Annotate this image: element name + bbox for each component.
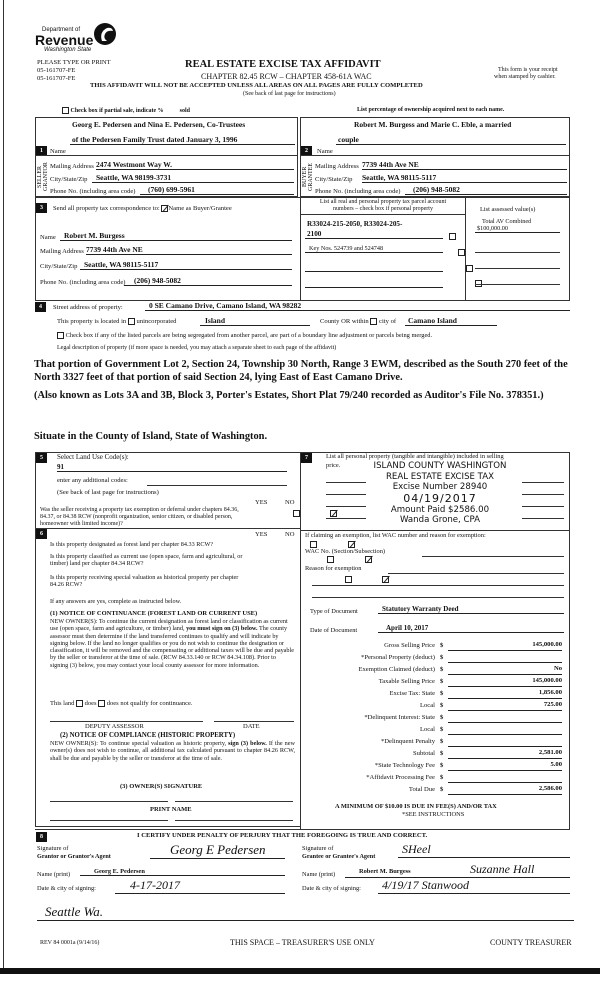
dollar-sign: $ (440, 702, 444, 709)
grantor-signing-date[interactable]: 4-17-2017 (115, 878, 285, 894)
dollar-sign: $ (440, 738, 444, 745)
segregated-checkbox[interactable] (57, 332, 64, 339)
print-name-label: PRINT NAME (150, 806, 192, 813)
personal-property-line[interactable] (326, 506, 366, 507)
wac-field[interactable] (422, 556, 564, 557)
city-field[interactable]: Camano Island (405, 316, 497, 326)
form-chapter: CHAPTER 82.45 RCW – CHAPTER 458-61A WAC (201, 72, 372, 81)
personal-property-checkbox[interactable] (449, 233, 456, 240)
city-of-label: city of (379, 318, 397, 326)
please-type: PLEASE TYPE OR PRINT (37, 59, 111, 66)
stamp-date: 04/19/2017 (403, 491, 477, 505)
legal-description-aka: (Also known as Lots 3A and 3B, Block 3, Porter's Estates, Short Plat 79/240 recorded as Auditor's File No. 378351.) (34, 390, 544, 401)
stamp-line: Amount Paid $2586.00 (390, 504, 490, 515)
date-city-label: Date & city of signing: (302, 885, 361, 892)
stamp-line: ISLAND COUNTY WASHINGTON (373, 461, 507, 471)
parcel-number[interactable]: Key Nos. 524739 and 524748 (305, 245, 443, 253)
fee-label: *Personal Property (deduct) (361, 654, 435, 661)
personal-property-line[interactable] (522, 482, 564, 483)
fee-label: Taxable Selling Price (378, 678, 435, 685)
fee-label: Exemption Claimed (deduct) (358, 666, 435, 673)
section-number: 8 (36, 832, 47, 842)
grantor-printed-name[interactable]: Georg E. Pedersen (80, 868, 285, 876)
signature-of-label: Signature of (302, 845, 334, 852)
exemption-claim-label: If claiming an exemption, list WAC number and reason for exemption: (305, 532, 486, 539)
parcel-number[interactable] (305, 279, 443, 288)
logo-line1: Department of (42, 27, 81, 33)
section-number: 6 (36, 529, 47, 539)
fee-value[interactable]: No (448, 665, 562, 675)
reference-number: 05-161707-FE (37, 75, 76, 82)
personal-property-label: List all personal property (tangible and intangible) included in selling (326, 453, 504, 460)
fee-label: *Affidavit Processing Fee (366, 774, 435, 781)
notice-bold-text: sign (3) below. (228, 740, 267, 747)
date-line[interactable] (214, 721, 294, 722)
fee-label: *Delinquent Interest: State (364, 714, 435, 721)
personal-property-line[interactable] (326, 482, 366, 483)
partial-sale-row (62, 107, 190, 114)
fee-label: Subtotal (413, 750, 435, 757)
reason-field[interactable] (312, 597, 564, 598)
grantee-signature[interactable]: SHeel (398, 842, 570, 858)
reason-field[interactable] (388, 573, 564, 574)
warning-text: THIS AFFIDAVIT WILL NOT BE ACCEPTED UNLESS ALL AREAS ON ALL PAGES ARE FULLY COMPLETED (90, 82, 423, 89)
section-number: 1 (36, 146, 47, 156)
form-revision: REV 84 0001a (9/14/16) (40, 940, 100, 946)
fee-label: *State Technology Fee (374, 762, 435, 769)
assessed-line[interactable] (475, 252, 560, 253)
seller-city-state-zip[interactable]: Seattle, WA 98199-3731 (92, 173, 294, 183)
land-use-label: Select Land Use Code(s): (57, 453, 129, 461)
reference-number: 05-161707-FE (37, 67, 76, 74)
deputy-assessor-label: DEPUTY ASSESSOR (85, 723, 144, 730)
does-not-qualify-checkbox[interactable] (98, 700, 105, 707)
notice-text: NEW OWNER(S): To continue special valuation as historic property, (50, 740, 227, 747)
no-header: NO (285, 531, 295, 538)
reason-field[interactable] (312, 585, 564, 586)
phone-label: Phone No. (including area code) (50, 188, 136, 195)
same-as-buyer-checkbox[interactable] (161, 205, 168, 212)
city-checkbox[interactable] (370, 318, 377, 325)
dollar-sign: $ (440, 762, 444, 769)
personal-property-line[interactable] (326, 518, 366, 519)
ownership-note: List percentage of ownership acquired next to each name. (357, 107, 505, 113)
notice-continuance-text (50, 618, 295, 669)
notice-text: NEW OWNER(S): To continue the current designation as forest land or classification as current use (open space, farm and agriculture, or timber) land, (50, 618, 288, 633)
dor-logo-icon (93, 22, 117, 46)
divider (465, 197, 466, 301)
notice-text: If the new owner(s) does not wish to continue, all additional tax calculated pursuant to chapter 84.26 RCW, shall be due and payable by the seller or transferor at the time of sale. (50, 740, 295, 762)
name-label: Name (40, 234, 56, 241)
forest-question: Is this property designated as forest land per chapter 84.33 RCW? (50, 541, 214, 548)
personal-property-line[interactable] (522, 518, 564, 519)
unincorporated-checkbox[interactable] (128, 318, 135, 325)
buyer-city-state-zip[interactable]: Seattle, WA 98115-5117 (362, 173, 567, 183)
phone-label: Phone No. (including area code) (40, 279, 126, 286)
correspondence-name[interactable]: Robert M. Burgess (60, 231, 292, 241)
divider (35, 829, 570, 830)
assessed-line[interactable] (475, 268, 560, 269)
partial-sale-label: Check box if partial sale, indicate % (70, 107, 164, 114)
parcel-header: numbers – check box if personal property (333, 206, 433, 212)
dollar-sign: $ (440, 786, 444, 793)
seller-name-line2[interactable]: of the Pedersen Family Trust dated January 3, 1996 (70, 135, 295, 145)
seller-name-line1[interactable]: Georg E. Pedersen and Nina E. Pedersen, Co-Trustees (72, 120, 246, 129)
does-qualify-checkbox[interactable] (76, 700, 83, 707)
correspondence-row (53, 205, 232, 212)
county-field[interactable]: Island (200, 316, 310, 326)
fee-label: Excise Tax: State (389, 690, 435, 697)
fee-value[interactable]: 1,856.00 (448, 689, 562, 699)
price-label: price. (326, 462, 341, 469)
print-name-line[interactable] (50, 820, 168, 821)
does-not-label: does not qualify for continuance. (106, 700, 193, 707)
divider (35, 155, 298, 156)
assessed-value: Total AV Combined (482, 218, 532, 225)
fee-value[interactable] (448, 737, 562, 747)
assessed-line[interactable] (475, 284, 560, 285)
fee-value[interactable]: 2,581.00 (448, 749, 562, 759)
see-instructions-note: *SEE INSTRUCTIONS (402, 811, 465, 818)
no-header: NO (285, 499, 295, 506)
section-number: 2 (301, 146, 312, 156)
additional-codes-field[interactable] (147, 485, 287, 486)
if-yes-note: If any answers are yes, complete as instructed below. (50, 598, 182, 605)
city-label: City/State/Zip (40, 263, 78, 270)
county-or-label: County OR within (320, 318, 369, 326)
logo-line3: Washington State (44, 47, 92, 53)
section-number: 5 (36, 453, 47, 463)
name-label: Name (50, 148, 66, 155)
notice-compliance-text (50, 740, 295, 762)
perjury-certification: I CERTIFY UNDER PENALTY OF PERJURY THAT THE FOREGOING IS TRUE AND CORRECT. (137, 832, 428, 839)
same-as-buyer-label: Name as Buyer/Grantee (168, 205, 232, 213)
historical-question: Is this property receiving special valuation as historical property per chapter 84.26 RCW? (50, 574, 239, 588)
fee-value[interactable]: 145,000.00 (448, 641, 562, 651)
grantee-signing-date-city[interactable]: 4/19/17 Stanwood (378, 878, 570, 894)
fee-value[interactable]: 725.00 (448, 701, 562, 711)
dollar-sign: $ (440, 774, 444, 781)
divider (35, 528, 300, 529)
mailing-label: Mailing Address (40, 248, 84, 255)
excise-tax-stamp (360, 461, 520, 526)
assessed-value[interactable]: $100,000.00 (475, 225, 560, 233)
personal-property-line[interactable] (522, 506, 564, 507)
page-border (3, 0, 4, 968)
document-type-label: Type of Document (310, 608, 358, 615)
stamp-line: Wanda Grone, CPA (399, 515, 481, 525)
wac-label: WAC No. (Section/Subsection) (305, 548, 386, 555)
current-use-question: Is this property classified as current use (open space, farm and agricultural, or timber) land per chapter 84.34 RCW? (50, 553, 243, 567)
parcel-number[interactable] (305, 263, 443, 272)
dollar-sign: $ (440, 714, 444, 721)
form-title: REAL ESTATE EXCISE TAX AFFIDAVIT (185, 59, 381, 70)
personal-property-checkbox[interactable] (458, 249, 465, 256)
buyer-mailing-address[interactable]: 7739 44th Ave NE (362, 160, 567, 170)
exemption-yes-checkbox[interactable] (293, 510, 300, 517)
fee-value[interactable]: 2,586.00 (448, 785, 562, 795)
correspondence-city[interactable]: Seattle, WA 98115-5117 (80, 260, 292, 270)
continuance-row (50, 700, 193, 707)
stamp-line: REAL ESTATE EXCISE TAX (385, 471, 495, 482)
receipt-note: This form is your receipt (498, 67, 558, 73)
yes-header: YES (255, 499, 268, 506)
dollar-sign: $ (440, 654, 444, 661)
yes-header: YES (255, 531, 268, 538)
grantor-agent-label: Grantor or Grantor's Agent (37, 853, 111, 860)
legal-label: Legal description of property (if more space is needed, you may attach a separate sheet to each page of the affidavit) (57, 345, 337, 351)
fee-label: *Delinquent Penalty (380, 738, 435, 745)
partial-sale-checkbox[interactable] (62, 107, 69, 114)
located-label: This property is located in (57, 318, 127, 326)
date-city-label: Date & city of signing: (37, 885, 96, 892)
fee-label: Local (419, 702, 435, 709)
parcel-number[interactable]: R33024-215-2050, R33024-205- (307, 220, 403, 228)
county-treasurer-label: COUNTY TREASURER (490, 938, 572, 947)
signature-of-label: Signature of (37, 845, 69, 852)
mailing-label: Mailing Address (50, 163, 94, 170)
notice-compliance-title: (2) NOTICE OF COMPLIANCE (HISTORIC PROPERTY) (60, 732, 236, 739)
sold-label: sold (179, 107, 191, 114)
see-back-note: (See back of last page for instructions) (57, 489, 159, 496)
buyer-phone[interactable]: (206) 948-5082 (405, 185, 567, 195)
stamp-line: Excise Number 28940 (392, 482, 488, 492)
dollar-sign: $ (440, 678, 444, 685)
owner-signature-label: (3) OWNER(S) SIGNATURE (120, 783, 203, 790)
date-label: DATE (243, 723, 260, 730)
document-date-label: Date of Document (310, 627, 358, 634)
legal-description: That portion of Government Lot 2, Section 24, Township 30 North, Range 3 EWM, described as the South 270 feet of the North 3327 feet of that portion of said Section 24, lying East of East Camano Drive. (34, 359, 568, 383)
fee-value[interactable] (448, 713, 562, 723)
additional-codes-label: enter any additional codes: (57, 477, 128, 484)
mailing-label: Mailing Address (315, 163, 359, 170)
legal-description-situate: Situate in the County of Island, State of Washington. (34, 431, 268, 442)
name-label: Name (317, 148, 333, 155)
seller-phone[interactable]: (760) 699-5961 (140, 185, 294, 195)
grantor-signing-city[interactable]: Seattle Wa. (37, 904, 574, 921)
personal-property-line[interactable] (522, 494, 564, 495)
section-number: 4 (35, 302, 46, 312)
fee-label: Gross Selling Price (384, 642, 435, 649)
name-print-label: Name (print) (37, 871, 71, 878)
seller-grantor-label: SELLER GRANTOR (37, 162, 49, 192)
grantee-handwritten-name: Suzanne Hall (470, 862, 535, 876)
buyer-name-line2[interactable]: couple (336, 135, 566, 145)
personal-property-line[interactable] (326, 494, 366, 495)
property-street-address[interactable]: 0 SE Camano Drive, Camano Island, WA 98282 (145, 301, 570, 311)
divider (300, 530, 570, 531)
fee-value[interactable] (448, 725, 562, 735)
fee-value[interactable] (448, 773, 562, 783)
location-row (57, 318, 176, 325)
does-label: does (84, 700, 97, 707)
personal-property-checkbox[interactable] (466, 265, 473, 272)
dollar-sign: $ (440, 726, 444, 733)
city-row (320, 318, 396, 325)
document-type-field[interactable]: Statutory Warranty Deed (378, 605, 564, 614)
grantee-printed-name[interactable]: Robert M. Burgess (345, 868, 570, 878)
owner-signature-line[interactable] (50, 801, 168, 802)
land-use-code[interactable]: 91 (57, 463, 287, 472)
parcel-header: List all real and personal property tax parcel account (319, 199, 447, 205)
assessed-header: List assessed value(s) (480, 206, 536, 213)
street-label: Street address of property: (53, 304, 123, 311)
fee-value[interactable]: 5.00 (448, 761, 562, 771)
notice-continuance-title: (1) NOTICE OF CONTINUANCE (FOREST LAND OR CURRENT USE) (50, 610, 258, 617)
city-label: City/State/Zip (50, 176, 88, 183)
notice-text: The county assessor must then determine if the land transferred continues to qualify and will indicate by signing below. If the land no longer qualifies or you do not wish to continue the designation or classification, it will be removed and the compensating or additional taxes will be due and payable by the seller or transferor at the time of sale. (RCW 84.33.140 or RCW 84.34.108). Prior to signing (3) below, you may contact your local county assessor for more information. (50, 625, 294, 669)
grantee-agent-label: Grantee or Grantee's Agent (302, 853, 376, 860)
unincorporated-label: unincorporated (136, 318, 177, 326)
divider (300, 155, 570, 156)
city-label: City/State/Zip (315, 176, 353, 183)
document-date-field[interactable]: April 10, 2017 (378, 624, 564, 633)
seller-mailing-address[interactable]: 2474 Westmont Way W. (96, 160, 294, 170)
grantor-signature[interactable]: Georg E Pedersen (150, 842, 285, 859)
fee-value[interactable]: 145,000.00 (448, 677, 562, 687)
name-print-label: Name (print) (302, 871, 336, 878)
section-number: 7 (301, 453, 312, 463)
dollar-sign: $ (440, 666, 444, 673)
owner-signature-line[interactable] (175, 801, 293, 802)
this-land-label: This land (50, 700, 75, 707)
dollar-sign: $ (440, 690, 444, 697)
receipt-note: when stamped by cashier. (494, 74, 556, 80)
segregated-label: Check box if any of the listed parcels are being segregated from another parcel, are part of a boundary line adjustment or parcels being merged. (65, 332, 433, 339)
dollar-sign: $ (440, 750, 444, 757)
correspondence-mailing[interactable]: 7739 44th Ave NE (86, 245, 292, 255)
phone-label: Phone No. (including area code) (315, 188, 401, 195)
logo-line2: Revenue (35, 32, 94, 48)
notice-bold-text: you must sign on (3) below. (186, 625, 258, 633)
correspondence-phone[interactable]: (206) 948-5082 (124, 276, 292, 286)
dollar-sign: $ (440, 642, 444, 649)
treasurer-space-label: THIS SPACE – TREASURER'S USE ONLY (230, 938, 375, 947)
divider (300, 197, 301, 301)
section-number: 3 (36, 203, 47, 213)
divider (300, 214, 465, 215)
reason-label: Reason for exemption (305, 565, 362, 572)
fee-label: Local (419, 726, 435, 733)
minimum-due-note: A MINIMUM OF $10.00 IS DUE IN FEE(S) AND/OR TAX (335, 803, 497, 810)
fee-value[interactable] (448, 653, 562, 663)
buyer-grantee-label: BUYER GRANTEE (302, 163, 314, 191)
see-back-note: (See back of last page for instructions) (243, 91, 336, 97)
page-bottom-edge (0, 968, 600, 974)
send-correspondence-label: Send all property tax correspondence to: (53, 205, 160, 213)
segregated-row (57, 332, 432, 339)
deputy-assessor-line[interactable] (50, 721, 203, 722)
fee-label: Total Due (408, 786, 435, 793)
exemption-question: Was the seller receiving a property tax exemption or deferral under chapters 84.36, 84.37, or 84.38 RCW (nonprofit organization, senior citizen, or disabled person, homeowner with limited income)? (40, 507, 239, 527)
print-name-line[interactable] (175, 820, 293, 821)
parcel-number[interactable]: 2100 (305, 230, 443, 239)
buyer-name-line1[interactable]: Robert M. Burgess and Marie C. Eble, a married (354, 120, 512, 129)
